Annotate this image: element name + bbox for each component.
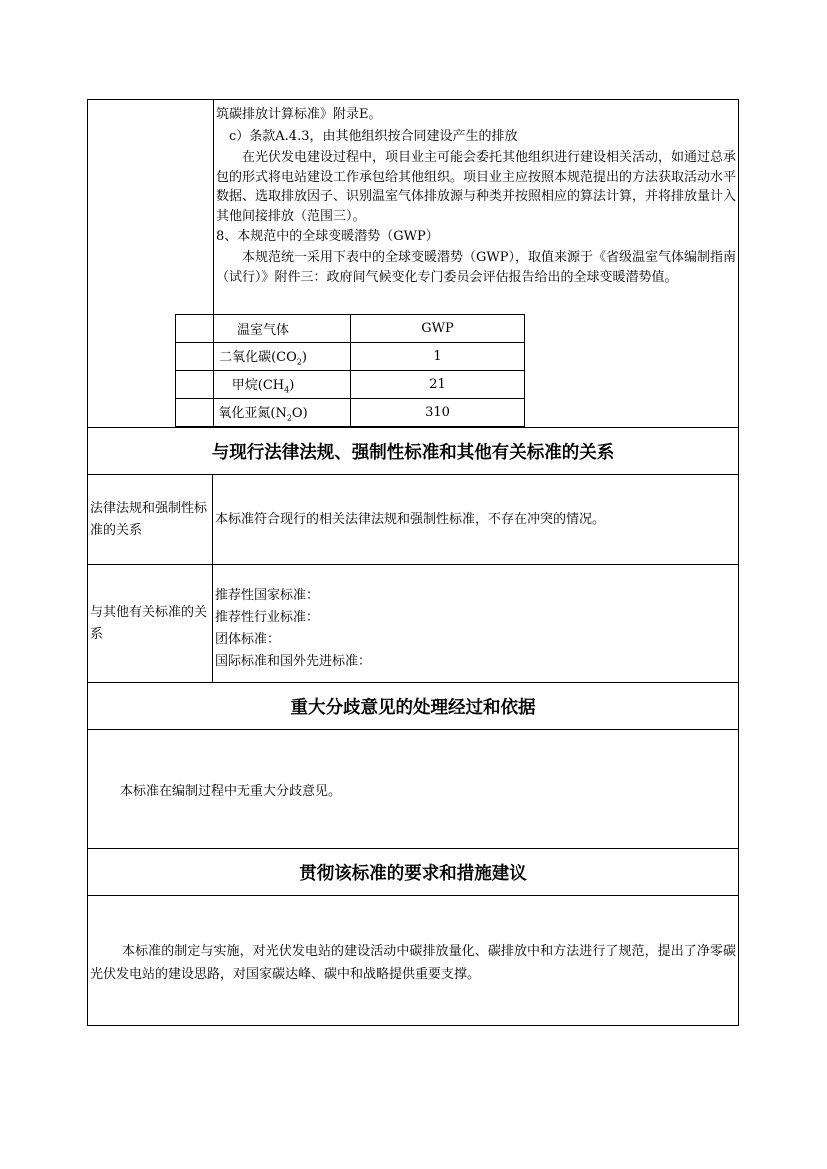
list-item: 推荐性国家标准： [215, 587, 320, 603]
other-standards-row [88, 564, 738, 682]
gwp-table [175, 314, 525, 427]
gas-cell: 氧化亚氮$(N_2O)$ [176, 399, 351, 427]
gas-cell: 甲烷$(CH_4)$ [176, 371, 351, 399]
disagreement-content: 本标准在编制过程中无重大分歧意见。 [88, 729, 738, 848]
standard-explanation-table [87, 99, 739, 1026]
table-row [176, 371, 525, 399]
gwp-value-cell: 1 [351, 343, 525, 371]
section-heading-relation: 与现行法律法规、强制性标准和其他有关标准的关系 [88, 427, 738, 474]
paragraph: 本标准的制定与实施，对光伏发电站的建设活动中碳排放量化、碳排放中和方法进行了规范，提出了净零碳光伏发电站的建设思路，对国家碳达峰、碳中和战略提供重要支撑。 [90, 944, 736, 982]
item-heading: 8、本规范中的全球变暖潜势（GWP） [216, 229, 439, 244]
law-text: 本标准符合现行的相关法律法规和强制性标准，不存在冲突的情况。 [215, 511, 606, 527]
clause-line: c）条款A.4.3，由其他组织按合同建设产生的排放 [229, 129, 518, 144]
table-row [176, 343, 525, 371]
table-header-cell: GWP [351, 315, 525, 343]
other-standards-label: 与其他有关标准的关系 [88, 565, 213, 682]
law-label: 法律法规和强制性标准的关系 [88, 475, 213, 564]
paragraph: 在光伏发电建设过程中，项目业主可能会委托其他组织进行建设相关活动，如通过总承包的形式将电站建设工作承包给其他组织。项目业主应按照本规范提出的方法获取活动水平数据、选取排放因子、识别温室气体排放源与种类并按照相应的算法计算，并将排放量计入其他间接排放（范围三）。 [216, 150, 737, 224]
list-item: 国际标准和国外先进标准： [215, 653, 372, 669]
implementation-content [88, 895, 738, 1025]
gas-cell: 二氧化碳$(CO_2)$ [176, 343, 351, 371]
gwp-value-cell: 310 [351, 399, 525, 427]
table-row [176, 399, 525, 427]
list-item: 团体标准： [215, 631, 281, 647]
continued-content-row [88, 100, 738, 427]
section-heading-disagreement: 重大分歧意见的处理经过和依据 [88, 682, 738, 729]
other-standards-list [213, 565, 738, 682]
list-item: 推荐性行业标准： [215, 609, 320, 625]
text-line: 筑碳排放计算标准》附录E。 [216, 107, 382, 122]
gwp-value-cell: 21 [351, 371, 525, 399]
table-header-cell: 温室气体 [176, 315, 351, 343]
table-header-row [176, 315, 525, 343]
paragraph: 本规范统一采用下表中的全球变暖潜势（GWP），取值来源于《省级温室气体编制指南（试行）》附件三：政府间气候变化专门委员会评估报告给出的全球变暖潜势值。 [216, 250, 736, 285]
section-heading-implementation: 贯彻该标准的要求和措施建议 [88, 848, 738, 895]
law-relation-row [88, 474, 738, 564]
